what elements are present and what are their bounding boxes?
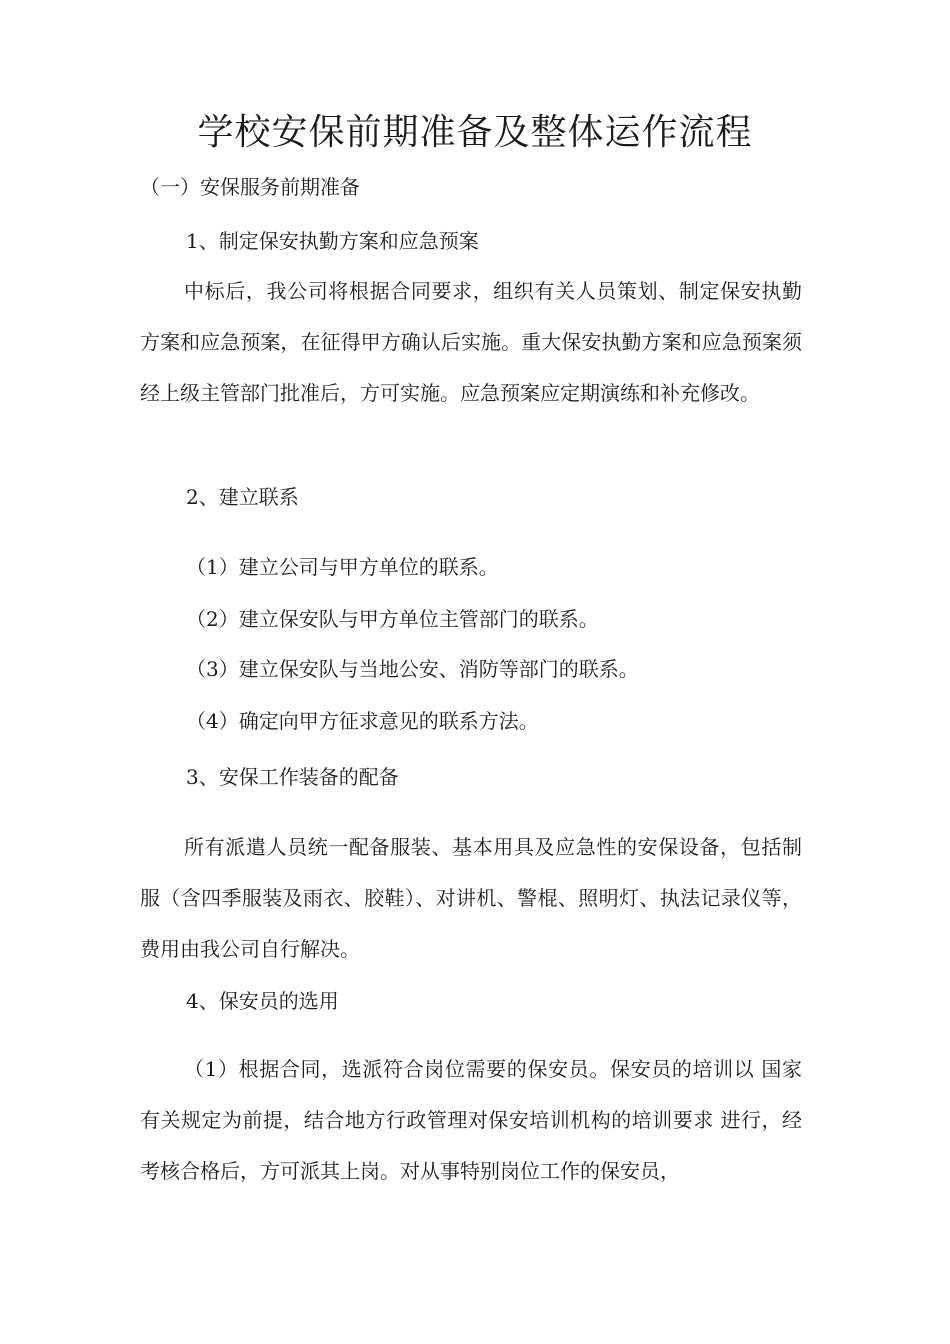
item-3-body: 所有派遣人员统一配备服装、基本用具及应急性的安保设备，包括制服（含四季服装及雨衣、胶鞋）、对讲机、警棍、照明灯、执法记录仪等，费用由我公司自行解决。 xyxy=(140,835,802,961)
item-1-body: 中标后，我公司将根据合同要求，组织有关人员策划、制定保安执勤方案和应急预案，在征得甲方确认后实施。重大保安执勤方案和应急预案须经上级主管部门批准后，方可实施。应急预案应定期演练和补充修改。 xyxy=(140,279,802,405)
item-2-heading: 2、建立联系 xyxy=(186,485,299,509)
item-4-heading: 4、保安员的选用 xyxy=(186,989,339,1013)
item-3-heading: 3、安保工作装备的配备 xyxy=(186,765,399,789)
document-title: 学校安保前期准备及整体运作流程 xyxy=(197,112,753,153)
item-2-subitem: （4）确定向甲方征求意见的联系方法。 xyxy=(186,709,539,733)
item-1-heading: 1、制定保安执勤方案和应急预案 xyxy=(186,229,479,253)
item-2-subitem: （1）建立公司与甲方单位的联系。 xyxy=(186,555,499,579)
item-2-subitem: （3）建立保安队与当地公安、消防等部门的联系。 xyxy=(186,657,639,681)
item-4-body: （1）根据合同，选派符合岗位需要的保安员。保安员的培训以 国家有关规定为前提，结合地方行政管理对保安培训机构的培训要求 进行，经考核合格后，方可派其上岗。对从事特别岗位工作的保安员， xyxy=(140,1057,802,1183)
section-heading-1: （一）安保服务前期准备 xyxy=(140,175,360,199)
item-2-subitem: （2）建立保安队与甲方单位主管部门的联系。 xyxy=(186,607,599,631)
